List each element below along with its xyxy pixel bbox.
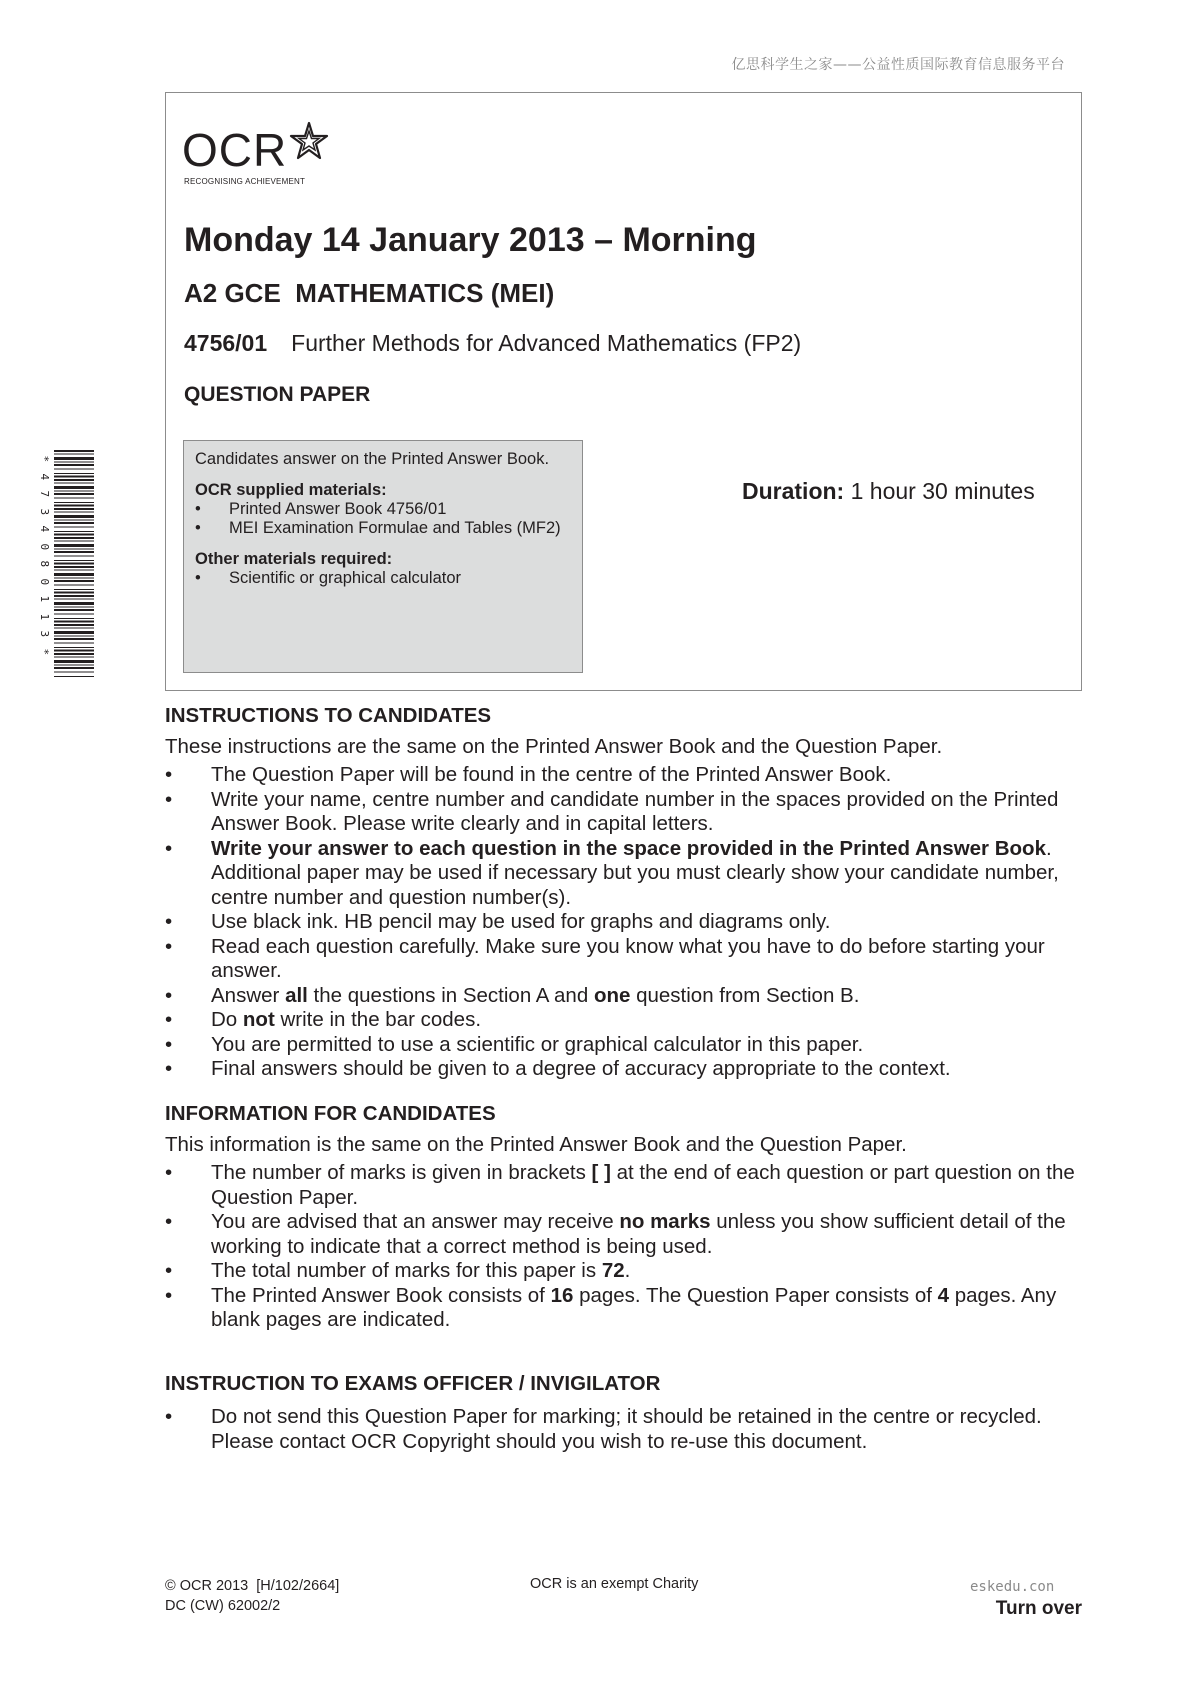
supplied-list	[195, 500, 571, 538]
barcode	[38, 450, 98, 680]
barcode-bar	[54, 549, 94, 550]
paper-type: QUESTION PAPER	[184, 383, 371, 406]
text-run: Do not send this Question Paper for marking; it should be retained in the centre or recycled. Please contact OCR Copyright should you wish to re-use this document.	[211, 1405, 1042, 1453]
barcode-digit: 4	[37, 525, 51, 533]
exam-date: Monday 14 January 2013 – Morning	[184, 221, 757, 259]
star-icon	[288, 121, 330, 163]
instructions-list	[165, 763, 1095, 1082]
other-list	[195, 569, 571, 588]
barcode-digit: 3	[37, 630, 51, 638]
barcode-bar	[54, 512, 94, 513]
bullet-item	[165, 1008, 1095, 1033]
barcode-bar	[54, 531, 94, 532]
barcode-bar	[54, 450, 94, 452]
barcode-bar	[54, 473, 94, 474]
bold-text: one	[593, 983, 631, 1007]
barcode-bar	[54, 556, 94, 557]
text-run: The number of marks is given in brackets	[211, 1161, 592, 1184]
barcode-bar	[54, 479, 94, 481]
barcode-bar	[54, 454, 94, 455]
barcode-bar	[54, 650, 94, 652]
barcode-digit: 7	[37, 490, 51, 498]
barcode-bar	[54, 599, 94, 600]
barcode-bars	[54, 450, 94, 680]
barcode-bar	[54, 609, 94, 611]
barcode-bar	[54, 520, 94, 521]
barcode-bar	[54, 462, 94, 463]
supplied-item: • Printed Answer Book 4756/01	[195, 500, 571, 519]
bold-text: no marks	[619, 1210, 711, 1233]
supplied-heading: OCR supplied materials:	[195, 481, 387, 499]
barcode-bar	[54, 563, 94, 565]
bold-text: 16	[550, 1283, 574, 1307]
ocr-logo	[182, 121, 342, 191]
bold-text: all	[285, 983, 308, 1007]
paper-title: Further Methods for Advanced Mathematics (FP2)	[291, 330, 802, 356]
barcode-bar	[54, 515, 94, 518]
barcode-bar	[54, 457, 94, 460]
bold-text: [ ]	[591, 1161, 611, 1184]
text-run: Do	[211, 1008, 243, 1031]
bold-text: Write your answer to each question in the space provided in the Printed Answer Book	[211, 836, 1046, 860]
barcode-bar	[54, 589, 94, 590]
cover-box	[165, 92, 1082, 691]
barcode-bar	[54, 672, 94, 673]
footer-doc-code: DC (CW) 62002/2	[165, 1598, 281, 1614]
text-run: question from Section B.	[630, 983, 860, 1007]
other-heading: Other materials required:	[195, 550, 393, 568]
barcode-digit: 0	[37, 577, 51, 585]
barcode-bar	[54, 580, 94, 582]
footer-left	[165, 1576, 339, 1616]
barcode-bar	[54, 665, 94, 666]
barcode-bar	[54, 660, 94, 663]
bullet-item	[165, 1161, 1095, 1210]
bullet-item	[165, 837, 1095, 911]
barcode-bar	[54, 505, 94, 507]
barcode-bar	[54, 667, 94, 669]
barcode-bar	[54, 578, 94, 579]
duration-label: Duration:	[742, 478, 845, 504]
text-run: unless you show sufficient detail of the working to indicate that a correct method is being used.	[211, 1210, 1066, 1258]
barcode-bar	[54, 624, 94, 626]
bullet-item	[165, 1033, 1095, 1058]
text-run: Use black ink. HB pencil may be used for graphs and diagrams only.	[211, 910, 831, 933]
barcode-bar	[54, 483, 94, 484]
officer-heading: INSTRUCTION TO EXAMS OFFICER / INVIGILATOR	[165, 1372, 661, 1395]
barcode-digit: *	[37, 455, 51, 463]
bullet-item	[165, 788, 1095, 837]
barcode-bar	[54, 469, 94, 470]
text-run: The Question Paper will be found in the centre of the Printed Answer Book.	[211, 763, 892, 786]
barcode-bar	[54, 618, 94, 619]
text-run: Final answers should be given to a degree of accuracy appropriate to the context.	[211, 1057, 951, 1080]
bullet-item	[165, 1210, 1095, 1259]
barcode-bar	[54, 491, 94, 492]
barcode-bar	[54, 592, 94, 594]
barcode-bar	[54, 653, 94, 655]
text-run: The Printed Answer Book consists of	[211, 1283, 551, 1307]
barcode-digit: 1	[37, 595, 51, 603]
barcode-bar	[54, 614, 94, 615]
bold-text: not	[242, 1008, 275, 1031]
paper-code: 4756/01	[184, 330, 268, 356]
barcode-bar	[54, 534, 94, 536]
barcode-bar	[54, 621, 94, 623]
instructions-heading: INSTRUCTIONS TO CANDIDATES	[165, 704, 492, 727]
barcode-bar	[54, 522, 94, 524]
text-run: Write your name, centre number and candidate number in the spaces provided on the Printed Answer Book. Please write clearly and in capital letters.	[211, 787, 1059, 835]
instructions-intro: These instructions are the same on the Printed Answer Book and the Question Paper.	[165, 735, 943, 758]
barcode-bar	[54, 502, 94, 503]
answer-note: Candidates answer on the Printed Answer Book.	[195, 450, 550, 468]
paper-line	[184, 330, 801, 357]
barcode-bar	[54, 607, 94, 608]
footer-charity: OCR is an exempt Charity	[530, 1576, 699, 1592]
barcode-digit: 1	[37, 612, 51, 620]
text-run: pages. The Question Paper consists of	[573, 1283, 938, 1307]
text-run: pages. Any blank pages are indicated.	[211, 1283, 1057, 1331]
bullet-item	[165, 984, 1095, 1009]
barcode-digit: 0	[37, 542, 51, 550]
barcode-bar	[54, 585, 94, 586]
barcode-bar	[54, 647, 94, 648]
materials-box	[183, 440, 583, 673]
bold-text: 4	[937, 1283, 950, 1307]
barcode-bar	[54, 643, 94, 644]
barcode-bar	[54, 657, 94, 658]
barcode-bar	[54, 508, 94, 510]
text-run: The total number of marks for this paper is	[211, 1259, 602, 1282]
information-list	[165, 1161, 1095, 1333]
text-run: Answer	[211, 983, 286, 1007]
barcode-bar	[54, 498, 94, 499]
barcode-bar	[54, 595, 94, 597]
bold-text: 72	[601, 1259, 625, 1282]
barcode-bar	[54, 570, 94, 571]
barcode-digits	[38, 450, 50, 660]
footer-watermark: eskedu.con	[970, 1579, 1055, 1595]
logo-text: OCR	[182, 124, 288, 176]
duration	[742, 478, 1035, 505]
barcode-digit: 4	[37, 472, 51, 480]
barcode-bar	[54, 636, 94, 637]
logo-tagline: RECOGNISING ACHIEVEMENT	[184, 177, 306, 186]
qualification: A2 GCE MATHEMATICS (MEI)	[184, 278, 555, 308]
barcode-digit: 8	[37, 560, 51, 568]
barcode-bar	[54, 464, 94, 466]
bullet-item	[165, 763, 1095, 788]
barcode-digit: *	[37, 647, 51, 655]
bullet-item	[165, 1284, 1095, 1333]
duration-value: 1 hour 30 minutes	[844, 478, 1035, 504]
barcode-bar	[54, 638, 94, 640]
barcode-bar	[54, 486, 94, 489]
barcode-digit: 3	[37, 507, 51, 515]
officer-list	[165, 1405, 1095, 1454]
information-intro: This information is the same on the Printed Answer Book and the Question Paper.	[165, 1133, 907, 1156]
supplied-item: • MEI Examination Formulae and Tables (MF2)	[195, 519, 571, 538]
barcode-bar	[54, 566, 94, 568]
text-run: .	[624, 1259, 631, 1282]
bullet-item	[165, 1259, 1095, 1284]
information-heading: INFORMATION FOR CANDIDATES	[165, 1102, 496, 1125]
barcode-bar	[54, 602, 94, 605]
barcode-bar	[54, 631, 94, 634]
watermark-top: 亿思科学生之家——公益性质国际教育信息服务平台	[731, 57, 1065, 73]
text-run: You are permitted to use a scientific or graphical calculator in this paper.	[211, 1032, 864, 1056]
footer-copyright: © OCR 2013 [H/102/2664]	[165, 1578, 340, 1594]
text-run: You are advised that an answer may receive	[211, 1210, 620, 1233]
other-item: • Scientific or graphical calculator	[195, 569, 571, 588]
barcode-bar	[54, 560, 94, 561]
text-run: the questions in Section A and	[307, 983, 594, 1007]
barcode-bar	[54, 476, 94, 478]
bullet-item	[165, 1405, 1095, 1454]
text-run: Read each question carefully. Make sure you know what you have to do before starting your answer.	[211, 934, 1045, 982]
barcode-bar	[54, 527, 94, 528]
barcode-bar	[54, 573, 94, 576]
barcode-bar	[54, 537, 94, 539]
bullet-item	[165, 935, 1095, 984]
barcode-bar	[54, 541, 94, 542]
bullet-item	[165, 910, 1095, 935]
text-run: at the end of each question or part question on the Question Paper.	[211, 1161, 1075, 1209]
text-run: . Additional paper may be used if necessary but you must clearly show your candidate number, centre number and question number(s).	[211, 836, 1059, 909]
text-run: write in the bar codes.	[274, 1008, 482, 1031]
turn-over: Turn over	[995, 1598, 1082, 1619]
barcode-bar	[54, 551, 94, 553]
barcode-bar	[54, 676, 94, 677]
bullet-item	[165, 1057, 1095, 1082]
barcode-bar	[54, 544, 94, 547]
barcode-bar	[54, 493, 94, 495]
barcode-bar	[54, 628, 94, 629]
